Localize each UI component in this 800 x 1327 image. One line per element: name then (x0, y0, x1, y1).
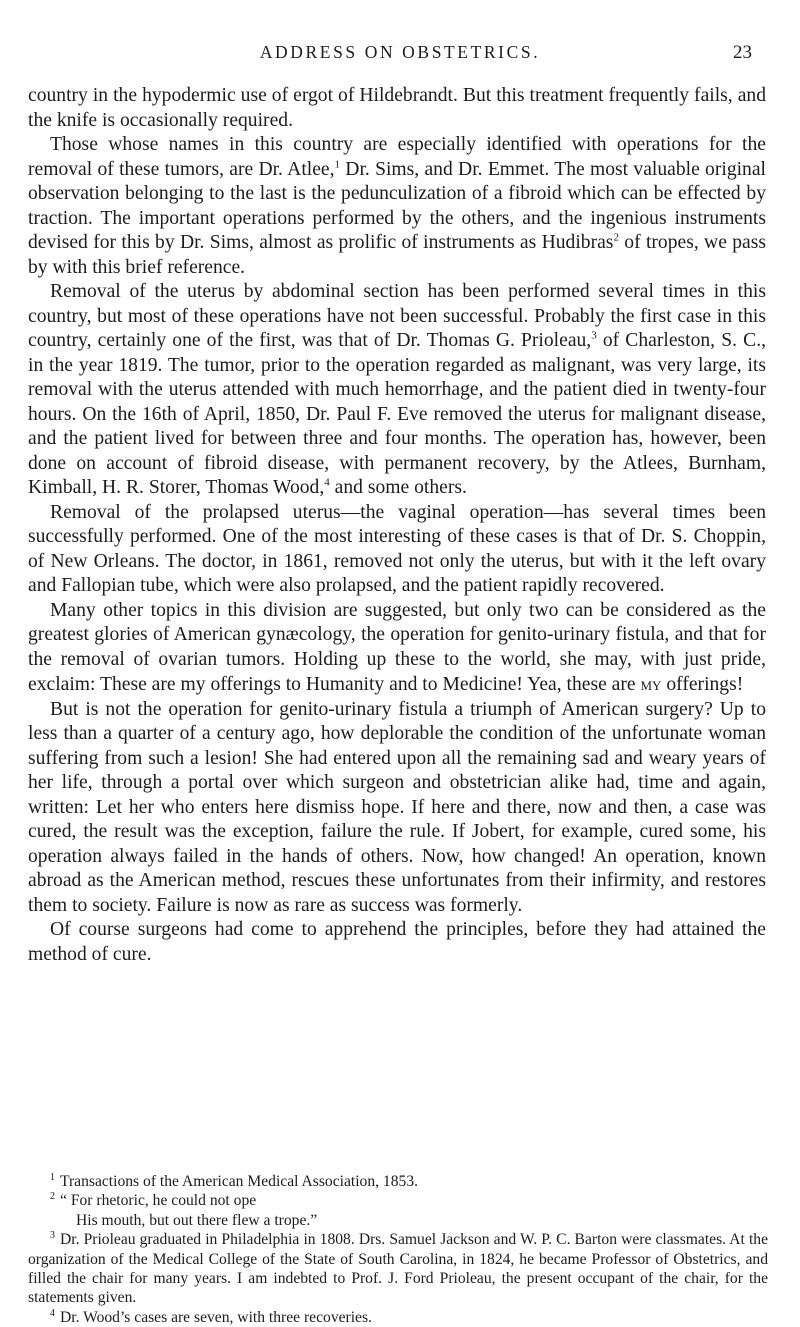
paragraph-text: But is not the operation for genito-urinary fistula a triumph of American surgery? Up to less than a quarter of a century ago, how deplorable the condition of the unfortunate woman suffering from such a lesion! She had entered upon all the remaining sad and weary years of her life, through a portal over which surgeon and obstetrician alike had, time and again, written: Let her who enters here dismiss hope. If here and there, now and then, a case was cured, the result was the exception, failure the rule. If Jobert, for example, cured some, his operation always failed in the hands of others. Now, how changed! An operation, known abroad as the American method, rescues these unfortunates from their infirmity, and restores them to society. Failure is now as rare as success was formerly. (28, 698, 766, 916)
small-caps-word: my (640, 674, 662, 694)
footnote-mark: 3 (50, 1230, 55, 1242)
footnote-3 (28, 1230, 768, 1308)
paragraph-7 (28, 918, 766, 967)
paragraph-text: country in the hypodermic use of ergot of Hildebrandt. But this treatment frequently fails, and the knife is occasionally required. (28, 85, 766, 131)
footnote-ref-3: 3 (591, 329, 597, 342)
footnote-mark: 1 (50, 1171, 55, 1183)
footnote-4 (28, 1308, 768, 1327)
footnote-ref-1: 1 (334, 157, 340, 170)
paragraph-5 (28, 599, 766, 698)
running-title: ADDRESS ON OBSTETRICS. (259, 42, 541, 62)
footnote-mark: 2 (50, 1191, 55, 1203)
paragraph-text: Removal of the prolapsed uterus—the vaginal operation—has several times been successfully performed. One of the most interesting of these cases is that of Dr. S. Choppin, of New Orleans. The doctor, in 1861, removed not only the uterus, but with it the left ovary and Fallopian tube, which were also prolapsed, and the patient rapidly recovered. (28, 501, 766, 596)
footnote-text: Dr. Wood’s cases are seven, with three recoveries. (60, 1308, 372, 1326)
footnote-mark: 4 (50, 1307, 55, 1319)
paragraph-text: Dr. Sims, and Dr. Emmet. The most valuable original observation belonging to the last is the pedunculization of a fibroid which can be effected by traction. The important operations performed by the others, and the ingenious instruments devised for this by Dr. Sims, almost as prolific of instruments as Hudibras (28, 158, 766, 253)
paragraph-text: Those whose names in this country are especially identified with operations for the removal of these tumors, are Dr. Atlee, (28, 134, 766, 180)
paragraph-text: offerings! (661, 674, 744, 695)
footnote-2-verse (28, 1211, 768, 1230)
footnote-text: “ For rhetoric, he could not ope (60, 1192, 257, 1210)
paragraph-text: and some others. (329, 477, 467, 498)
footnote-2 (28, 1191, 768, 1210)
footnote-text: His mouth, but out there flew a trope.” (76, 1211, 318, 1229)
footnote-text: Transactions of the American Medical Association, 1853. (60, 1173, 419, 1190)
paragraph-text: Many other topics in this division are suggested, but only two can be considered as the greatest glories of American gynæcology, the operation for genito-urinary fistula, and that for the removal of ovarian tumors. Holding up these to the world, she may, with just pride, exclaim: These are my offerings to Humanity and to Medicine! Yea, these are (28, 599, 766, 695)
paragraph-2 (28, 133, 766, 280)
paragraph-1 (28, 84, 766, 133)
paragraph-text: Removal of the uterus by abdominal section has been performed several times in this country, but most of these operations have not been successful. Probably the first case in this country, certainly one of the first, was that of Dr. Thomas G. Prioleau, (28, 281, 766, 351)
paragraph-3 (28, 280, 766, 501)
page-number: 23 (733, 42, 752, 63)
paragraph-text: of tropes, we pass by with this brief reference. (28, 232, 766, 278)
main-text (28, 84, 766, 967)
footnote-ref-2: 2 (613, 231, 619, 244)
footnote-text: Dr. Prioleau graduated in Philadelphia in 1808. Drs. Samuel Jackson and W. P. C. Barton were classmates. At the organization of the Medical College of the State of South Carolina, in 1824, he became Professor of Obstetrics, and filled the chair for many years. I am indebted to Prof. J. Ford Prioleau, the present occupant of the chair, for the statements given. (28, 1231, 768, 1307)
paragraph-text: Of course surgeons had come to apprehend the principles, before they had attained the method of cure. (28, 919, 766, 965)
footnotes (28, 1172, 768, 1327)
footnote-ref-4: 4 (324, 476, 330, 489)
paragraph-text: of Charleston, S. C., in the year 1819. The tumor, prior to the operation regarded as malignant, was very large, its removal with the uterus attended with much hemorrhage, and the patient died in twenty-four hours. On the 16th of April, 1850, Dr. Paul F. Eve removed the uterus for malignant disease, and the patient lived for between three and four months. The operation has, however, been done on account of fibroid disease, with permanent recovery, by the Atlees, Burnham, Kimball, H. R. Storer, Thomas Wood, (28, 330, 766, 498)
footnote-1 (28, 1172, 768, 1191)
paragraph-6 (28, 698, 766, 919)
paragraph-4 (28, 501, 766, 599)
running-head (0, 42, 800, 72)
